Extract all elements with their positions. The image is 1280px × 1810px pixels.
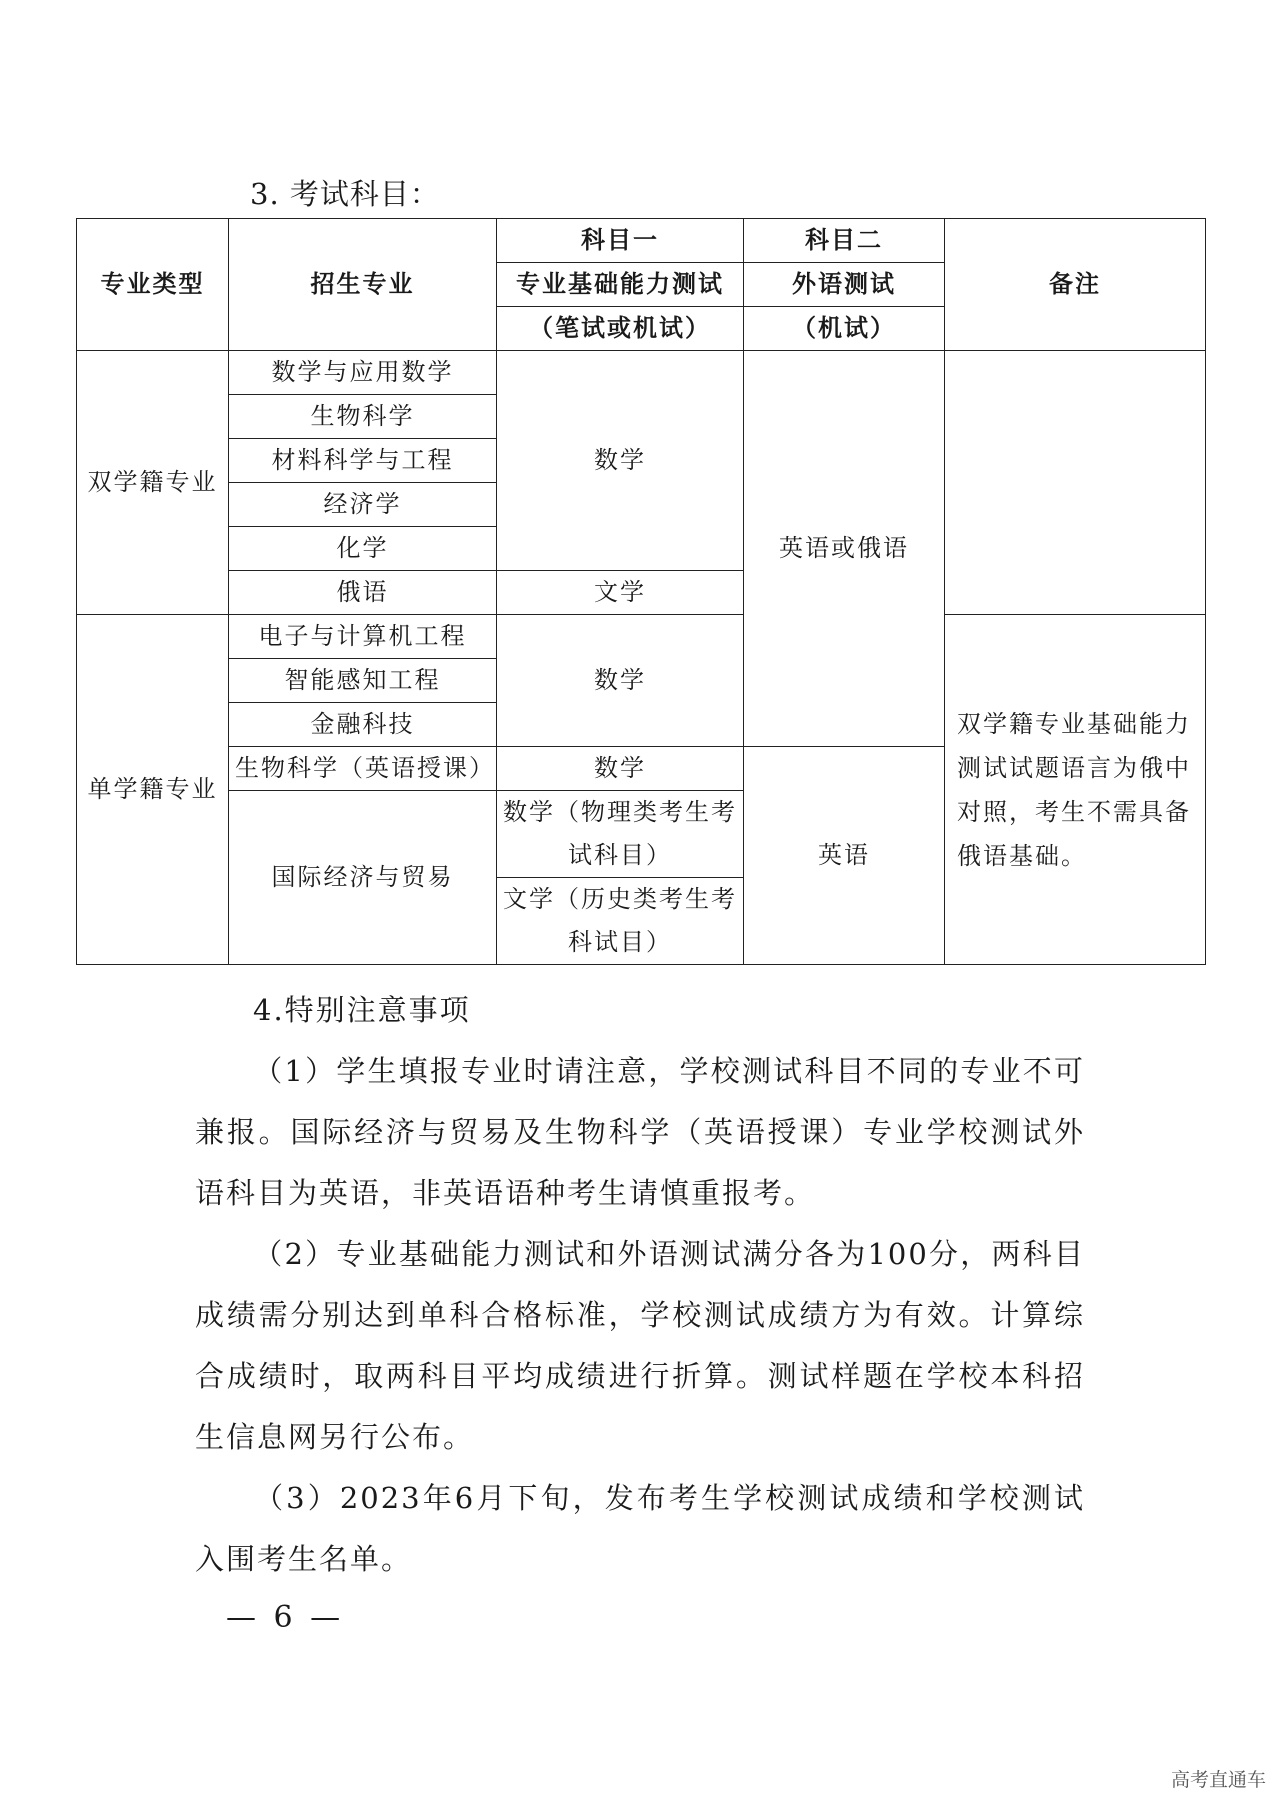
major-cell: 俄语 [229, 571, 497, 615]
subject1-intl-history-line2: 科试目） [568, 928, 672, 956]
subject1-intl-physics-line2: 试科目） [568, 841, 672, 869]
header-subject1-label: 科目一 [497, 219, 744, 263]
header-subject2-mode: （机试） [744, 307, 945, 351]
note-item-2: （2）专业基础能力测试和外语测试满分各为100分，两科目成绩需分别达到单科合格标准，学校测试成绩方为有效。计算综合成绩时，取两科目平均成绩进行折算。测试样题在学校本科招生信息网另行公布。 [195, 1237, 1085, 1454]
major-cell: 金融科技 [229, 703, 497, 747]
subject1-math: 数学 [497, 351, 744, 571]
note-item-1: （1）学生填报专业时请注意，学校测试科目不同的专业不可兼报。国际经济与贸易及生物科学（英语授课）专业学校测试外语科目为英语，非英语语种考生请慎重报考。 [195, 1054, 1085, 1210]
subject1-literature: 文学 [497, 571, 744, 615]
header-subject2-label: 科目二 [744, 219, 945, 263]
major-cell: 电子与计算机工程 [229, 615, 497, 659]
major-cell: 生物科学（英语授课） [229, 747, 497, 791]
page-number: — 6 — [226, 1600, 345, 1635]
subject1-intl-physics-line1: 数学（物理类考生考 [503, 798, 737, 826]
major-cell: 数学与应用数学 [229, 351, 497, 395]
subject2-en-or-ru: 英语或俄语 [744, 351, 945, 747]
notes-heading: 4.特别注意事项 [253, 993, 471, 1027]
major-cell: 智能感知工程 [229, 659, 497, 703]
major-cell: 化学 [229, 527, 497, 571]
header-subject1-mode: （笔试或机试） [497, 307, 744, 351]
note-item-3: （3）2023年6月下旬，发布考生学校测试成绩和学校测试入围考生名单。 [195, 1481, 1085, 1576]
major-cell: 国际经济与贸易 [229, 791, 497, 965]
major-cell: 材料科学与工程 [229, 439, 497, 483]
remark-text: 双学籍专业基础能力测试试题语言为俄中对照，考生不需具备俄语基础。 [945, 615, 1206, 965]
remarks-empty-top [945, 351, 1206, 615]
subject2-english: 英语 [744, 747, 945, 965]
subject1-intl-history [497, 878, 744, 965]
header-remarks: 备注 [945, 219, 1206, 351]
watermark: 高考直通车 [1170, 1769, 1266, 1791]
section-title: 3. 考试科目： [250, 177, 440, 211]
major-type-double: 双学籍专业 [77, 351, 229, 615]
header-major-type: 专业类型 [77, 219, 229, 351]
major-type-single: 单学籍专业 [77, 615, 229, 965]
header-subject2-name: 外语测试 [744, 263, 945, 307]
subject1-intl-physics [497, 791, 744, 878]
major-cell: 生物科学 [229, 395, 497, 439]
subject1-bio-english: 数学 [497, 747, 744, 791]
major-cell: 经济学 [229, 483, 497, 527]
subject1-intl-history-line1: 文学（历史类考生考 [503, 885, 737, 913]
header-enrolled-major: 招生专业 [229, 219, 497, 351]
subject1-math-group: 数学 [497, 615, 744, 747]
header-subject1-name: 专业基础能力测试 [497, 263, 744, 307]
exam-subjects-table [76, 218, 1206, 965]
